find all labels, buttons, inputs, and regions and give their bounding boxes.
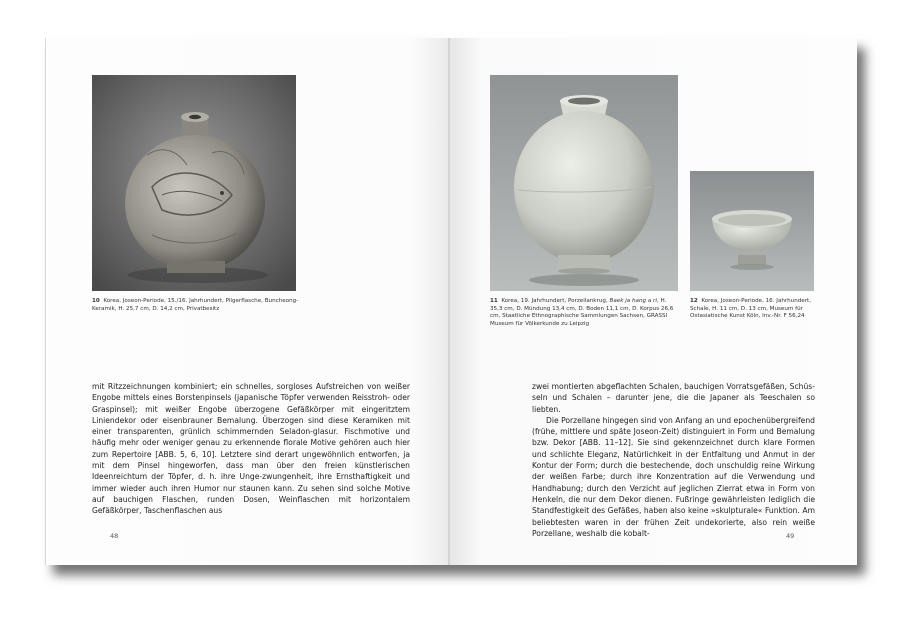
figure-12-caption	[690, 298, 820, 321]
left-body-text	[92, 381, 410, 517]
caption-italic-term: Baek ja hang a ri	[609, 298, 657, 304]
left-page	[45, 38, 451, 565]
moon-jar-image	[490, 75, 678, 291]
pilgrim-flask-image	[92, 75, 296, 291]
bowl-image	[690, 171, 814, 291]
page-number: 48	[110, 532, 119, 540]
caption-text: Korea, Joseon-Periode, 16. Jahrhundert, Schale, H. 11 cm, D. 13 cm, Museum für Ostasiatische Kunst Köln, Inv.-Nr. F 56,24	[690, 298, 812, 320]
figure-10-caption	[92, 298, 302, 313]
paragraph: Die Porzellane hingegen sind von Anfang an und epochenübergreifend (frühe, mittlere und späte Joseon-Zeit) distinguiert in Form und Bemalung bzw. Dekor [ABB. 11–12]. Sie sind gekennzeichnet durch klare Formen und schlichte Eleganz, Natürlichkeit in der Entfaltung und Anmut in der Kontur der Form; durch die bestechende, doch unschuldig reine Wirkung der weißen Farbe; durch ihre Konzentration auf die Verwendung und Handhabung; durch den Verzicht auf jeglichen Zierrat etwa in Form von Henkeln, die nur dem Dekor dienen. Fußringe gewährleisten lediglich die Standfestigkeit des Gefäßes, haben also keine »skulpturale« Funktion. Am beliebtesten waren in der frühen Zeit undekorierte, also rein weiße Porzellane, weshalb die kobalt-	[532, 415, 815, 538]
pilgrim-flask-photo	[92, 75, 296, 291]
figure-number: 12	[690, 298, 698, 304]
caption-text: Korea, 19. Jahrhundert, Porzellankrug,	[501, 298, 610, 304]
page-number: 49	[786, 532, 795, 540]
right-body-text	[532, 381, 815, 539]
figure-number: 11	[490, 298, 498, 304]
porcelain-bowl-photo	[690, 171, 814, 291]
right-page	[450, 38, 857, 565]
caption-text: , H. 35,3 cm, D. Mündung 13,4 cm, D. Boden 11,1 cm, D. Korpus 26,6 cm, Staatliche Ethnographische Sammlungen Sachsen, GRASSI Museum für Völkerkunde zu Leipzig	[490, 298, 674, 327]
figure-11-caption	[490, 298, 680, 328]
open-book	[45, 38, 857, 565]
paragraph: mit Ritzzeichnungen kombiniert; ein schnelles, sorgloses Aufstreichen von weißer Engobe mittels eines Borstenpinsels (japanische Töpfer verwenden Reisstroh- oder Graspinsel); mit weißer Engobe überzogene Gefäßkörper mit eingeritztem Liniendekor oder eisenbrauner Bemalung. Überzogen sind diese Keramiken mit einer transparenten, grünlich schimmernden Seladon-glasur. Fischmotive und häufig mehr oder weniger genau zu erkennende florale Motive gehören auch hier zum Repertoire [ABB. 5, 6, 10]. Letztere sind derart ungewöhnlich entworfen, ja mit dem Pinsel hingeworfen, dass man über den freien künstlerischen Ideenreichtum der Töpfer, d. h. ihre Unge-zwungenheit, ihre Ernsthaftigkeit und immer wieder auch ihren Humor nur staunen kann. Zu sehen sind solche Motive auf bauchigen Flaschen, runden Dosen, Weinflaschen mit horizontalem Gefäßkörper, Taschenflaschen aus	[92, 382, 410, 516]
figure-number: 10	[92, 298, 100, 304]
paragraph: zwei montierten abgeflachten Schalen, bauchigen Vorratsgefäßen, Schüs-seln und Schalen – darunter jene, die die Japaner als Teeschalen so liebten.	[532, 382, 815, 414]
porcelain-jar-photo	[490, 75, 678, 291]
caption-text: Korea, Joseon-Periode, 15./16. Jahrhundert, Pilgerflasche, Buncheong-Keramik, H. 25,7 cm, D. 14,2 cm, Privatbesitz	[92, 298, 299, 312]
